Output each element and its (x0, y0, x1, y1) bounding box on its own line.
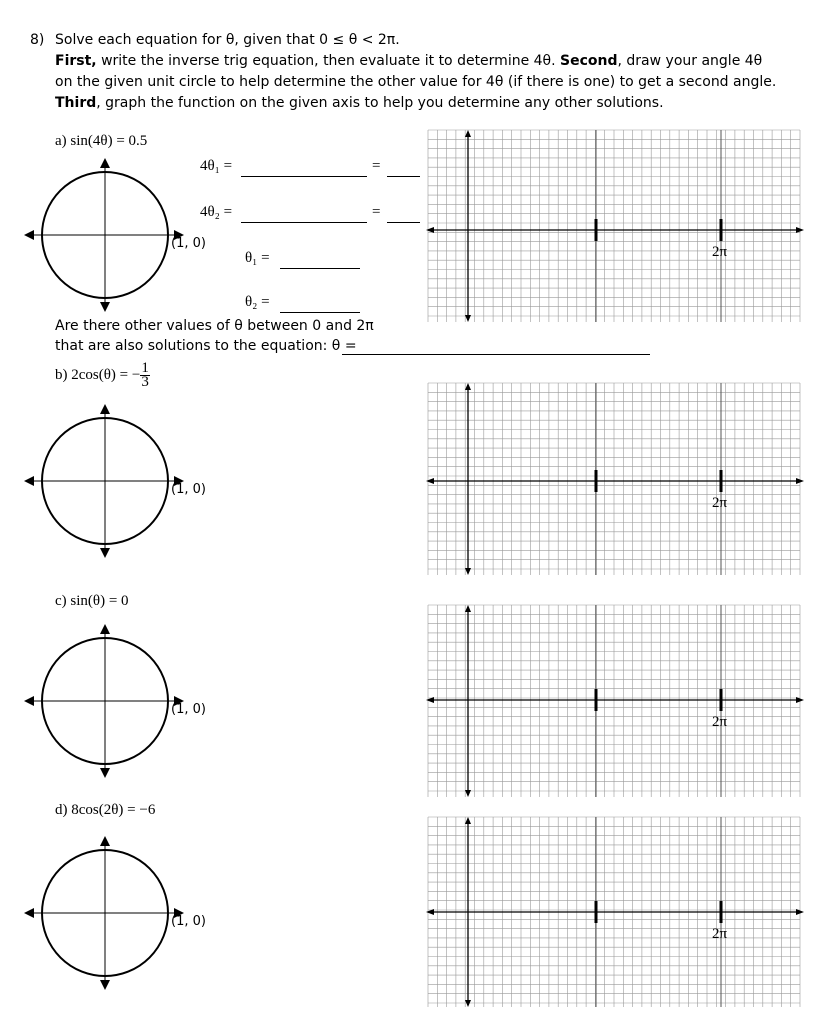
third-label: Third (55, 95, 97, 111)
fraction-denominator: 3 (141, 374, 149, 390)
a-4theta2-eq: = (372, 204, 381, 220)
a-4theta2-label: 4θ₂ = (200, 204, 233, 220)
a-4theta1-eq: = (372, 158, 381, 174)
instruction-line-1: Solve each equation for θ, given that 0 ≤ θ < 2π. (55, 32, 400, 48)
instruction-line-4-text: , graph the function on the given axis to help you determine any other solutions. (96, 95, 664, 111)
two-pi-label: 2π (712, 714, 728, 730)
point-1-0-label: (1, 0) (171, 702, 206, 717)
a-4theta2-value-blank[interactable] (387, 208, 420, 223)
second-label: Second (560, 53, 618, 69)
instruction-line-2-tail: , draw your angle 4θ (617, 53, 763, 69)
unit-circle-c[interactable] (25, 601, 205, 801)
down-arrow-icon (100, 768, 110, 778)
point-1-0-label: (1, 0) (171, 914, 206, 929)
point-1-0-label: (1, 0) (171, 236, 206, 251)
a-theta2-blank[interactable] (280, 298, 360, 313)
up-arrow-icon (100, 404, 110, 414)
down-arrow-icon (100, 302, 110, 312)
down-arrow-icon (465, 568, 471, 575)
up-arrow-icon (465, 605, 471, 612)
problem-d-label: d) 8cos(2θ) = −6 (55, 802, 156, 818)
up-arrow-icon (100, 624, 110, 634)
instruction-line-4 (55, 93, 664, 114)
a-4theta1-value-blank[interactable] (387, 162, 420, 177)
unit-circle-d[interactable] (25, 813, 205, 1013)
down-arrow-icon (100, 980, 110, 990)
two-pi-label: 2π (712, 926, 728, 942)
graph-grid-c[interactable] (424, 603, 806, 799)
instruction-line-3: on the given unit circle to help determine the other value for 4θ (if there is one) to get a second angle. (55, 74, 777, 90)
left-arrow-icon (24, 908, 34, 918)
a-theta2-label: θ₂ = (245, 294, 270, 310)
graph-grid-b[interactable] (424, 381, 806, 577)
a-theta1-blank[interactable] (280, 254, 360, 269)
down-arrow-icon (465, 790, 471, 797)
a-other-solutions-blank[interactable] (342, 340, 650, 355)
left-arrow-icon (24, 476, 34, 486)
a-question-line-1: Are there other values of θ between 0 and 2π (55, 318, 374, 334)
unit-circle-a[interactable] (25, 135, 205, 335)
instruction-line-2-text: write the inverse trig equation, then evaluate it to determine 4θ. (96, 53, 556, 69)
problem-number: 8) (30, 32, 45, 48)
instruction-line-2 (55, 51, 762, 72)
a-4theta1-label: 4θ₁ = (200, 158, 233, 174)
problem-b-text: b) 2cos(θ) = − (55, 366, 141, 383)
graph-grid-d[interactable] (424, 815, 806, 1009)
two-pi-label: 2π (712, 495, 728, 511)
fraction-numerator: 1 (141, 360, 149, 376)
left-arrow-icon (24, 230, 34, 240)
left-arrow-icon (24, 696, 34, 706)
left-arrow-icon (426, 478, 434, 484)
up-arrow-icon (465, 817, 471, 824)
up-arrow-icon (465, 130, 471, 137)
up-arrow-icon (100, 158, 110, 168)
graph-grid-a[interactable] (424, 128, 806, 324)
down-arrow-icon (465, 1000, 471, 1007)
unit-circle-b[interactable] (25, 381, 205, 581)
two-pi-label: 2π (712, 244, 728, 260)
up-arrow-icon (465, 383, 471, 390)
a-question-line-2: that are also solutions to the equation: θ = (55, 338, 357, 354)
first-label: First, (55, 53, 97, 69)
down-arrow-icon (465, 315, 471, 322)
a-4theta2-blank[interactable] (241, 208, 367, 223)
a-4theta1-blank[interactable] (241, 162, 367, 177)
a-theta1-label: θ₁ = (245, 250, 270, 266)
down-arrow-icon (100, 548, 110, 558)
problem-a-label: a) sin(4θ) = 0.5 (55, 133, 148, 149)
point-1-0-label: (1, 0) (171, 482, 206, 497)
up-arrow-icon (100, 836, 110, 846)
problem-c-label: c) sin(θ) = 0 (55, 593, 129, 609)
